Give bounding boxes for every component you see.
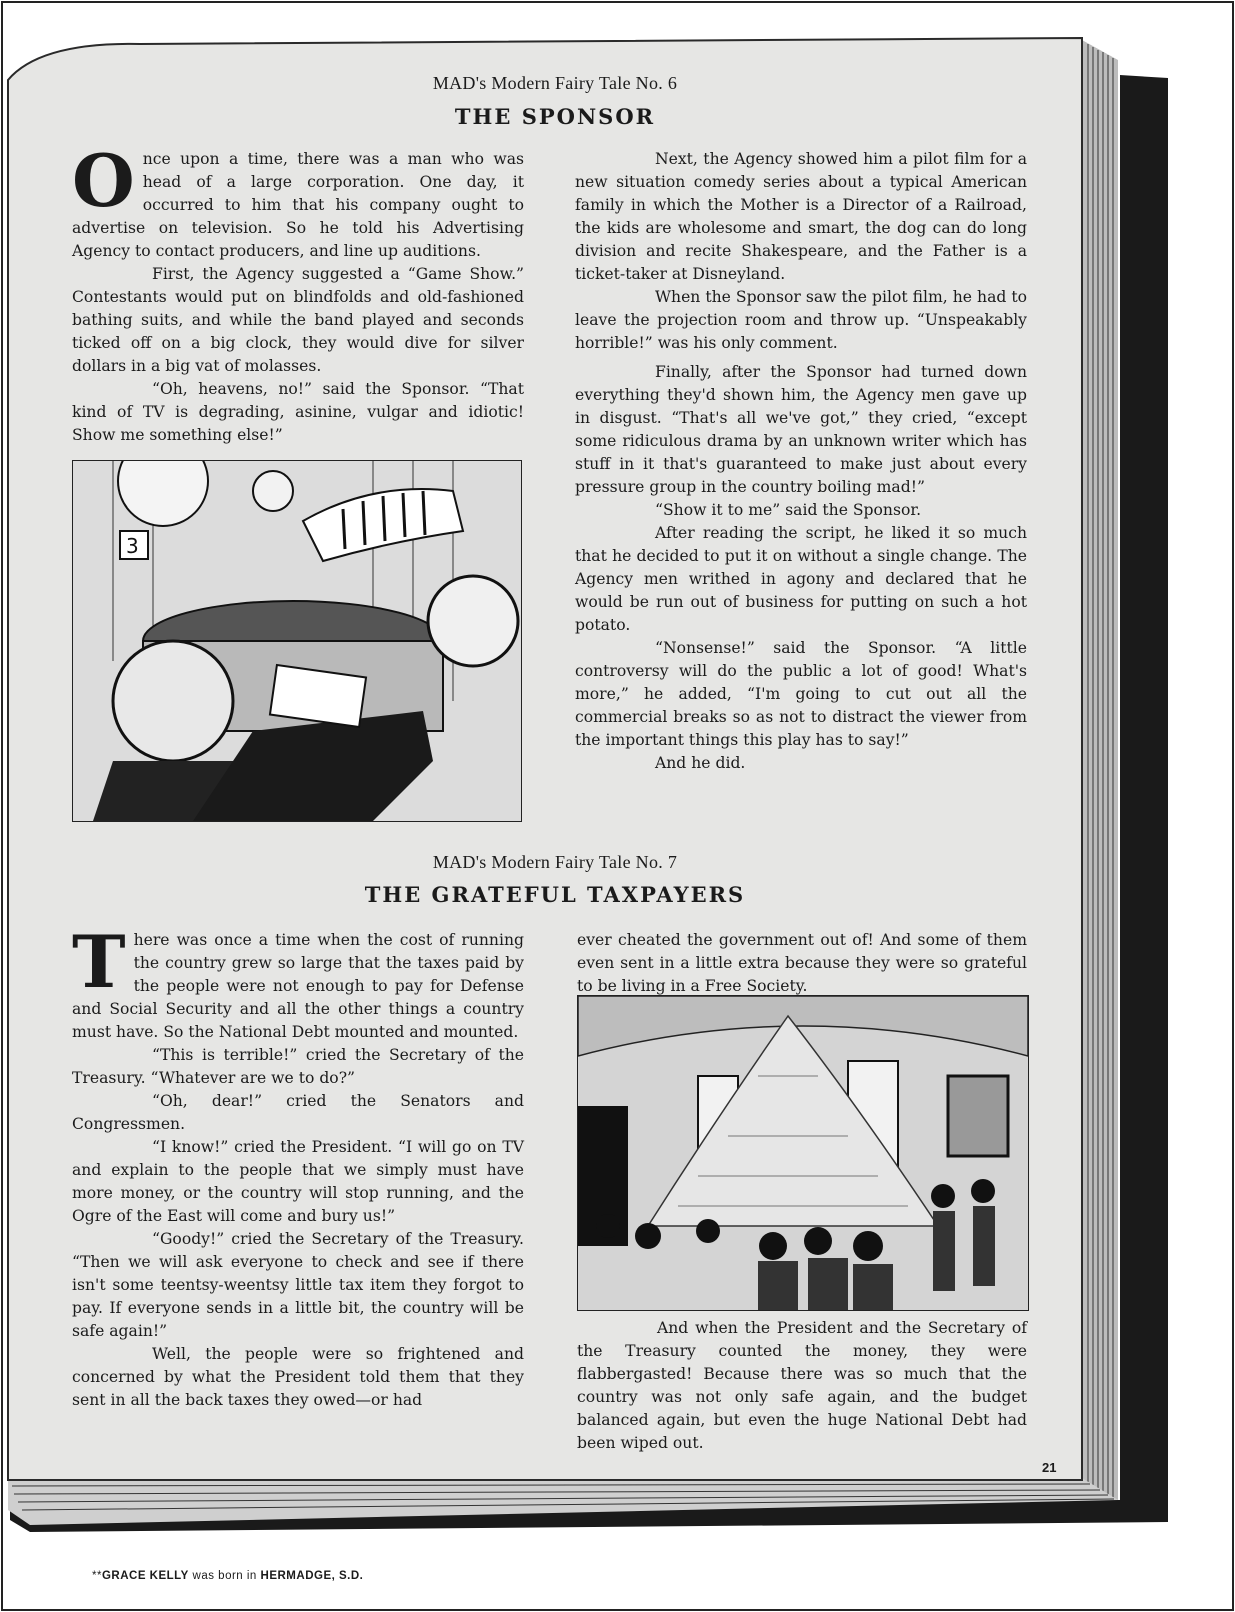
story1-paragraph: Finally, after the Sponsor had turned down everything they'd shown him, the Agency men gave up in disgust. “That's all we've got,” they cried, “except some ridiculous drama by an unknown writer which has stuff in it that's guaranteed to make just about every pressure group in the country boiling mad!” — [575, 363, 1027, 496]
story2-paragraph: “Goody!” cried the Secretary of the Treasury. “Then we will ask everyone to check and see if there isn't some teentsy-weentsy little tax item they forgot to pay. If everyone sends in a little bit, the country will be safe again!” — [72, 1230, 524, 1340]
footer-note: **GRACE KELLY was born in HERMADGE, S.D. — [92, 1570, 364, 1582]
sponsor-illustration — [72, 460, 522, 822]
story2-paragraph: Well, the people were so frightened and concerned by what the President told them that they sent in all the back taxes they owed—or had — [72, 1345, 524, 1409]
story1-paragraph: “Nonsense!” said the Sponsor. “A little controversy will do the public a lot of good! What's more,” he added, “I'm going to cut out all the commercial breaks so as not to distract the viewer from the important things this play has to say!” — [575, 639, 1027, 749]
story2-paragraph: And when the President and the Secretary of the Treasury counted the money, they were flabbergasted! Because there was so much that the country was not only safe again, and the budget balanced again, but even the huge National Debt had been wiped out. — [577, 1319, 1027, 1452]
story2-paragraph: “This is terrible!” cried the Secretary of the Treasury. “Whatever are we to do?” — [72, 1046, 524, 1087]
dropcap: O — [72, 138, 135, 223]
story1-paragraph: Once upon a time, there was a man who was head of a large corporation. One day, it occurred to him that his company ought to advertise on television. So he told his Advertising Agency to contact producers, and line up auditions. — [72, 138, 524, 260]
story1-paragraph: After reading the script, he liked it so much that he decided to put it on without a single change. The Agency men writhed in agony and declared that he would be run out of business for putting on such a hot potato. — [575, 524, 1027, 634]
story2-paragraph: There was once a time when the cost of running the country grew so large that the taxes paid by the people were not enough to pay for Defense and Social Security and all the other things a country must have. So the National Debt mounted and mounted. — [72, 919, 524, 1041]
taxpayers-illustration — [577, 995, 1029, 1311]
story1-paragraph: “Show it to me” said the Sponsor. — [655, 501, 922, 519]
dropcap: T — [72, 919, 126, 1004]
story2-paragraph: “Oh, dear!” cried the Senators and Congressmen. — [72, 1092, 524, 1133]
story1-left-column — [72, 138, 524, 447]
page-number: 21 — [1042, 1460, 1057, 1475]
story1-paragraph: Next, the Agency showed him a pilot film for a new situation comedy series about a typical American family in which the Mother is a Director of a Railroad, the kids are wholesome and smart, the dog can do long division and recite Shakespeare, and the Father is a ticket-taker at Disneyland. — [575, 150, 1027, 283]
story2-paragraph: ever cheated the government out of! And some of them even sent in a little extra because they were so grateful to be living in a Free Society. — [577, 931, 1027, 995]
story1-series: MAD's Modern Fairy Tale No. 6 — [432, 73, 678, 93]
story2-right-bottom — [577, 1317, 1027, 1455]
story2-right-top — [577, 929, 1027, 998]
story1-paragraph: When the Sponsor saw the pilot film, he had to leave the projection room and throw up. “Unspeakably horrible!” was his only comment. — [575, 288, 1027, 352]
story1-right-column — [575, 148, 1027, 775]
story2-title: THE GRATEFUL TAXPAYERS — [364, 882, 746, 907]
story1-paragraph: First, the Agency suggested a “Game Show.” Contestants would put on blindfolds and old-fashioned bathing suits, and while the band played and seconds ticked off on a big clock, they would dive for silver dollars in a big vat of molasses. — [72, 265, 524, 375]
story2-series: MAD's Modern Fairy Tale No. 7 — [432, 852, 678, 872]
story2-paragraph: “I know!” cried the President. “I will go on TV and explain to the people that we simply must have more money, or the country will stop running, and the Ogre of the East will come and bury us!” — [72, 1138, 524, 1225]
story1-paragraph: “Oh, heavens, no!” said the Sponsor. “That kind of TV is degrading, asinine, vulgar and idiotic! Show me something else!” — [72, 380, 524, 444]
story1-paragraph: And he did. — [655, 754, 746, 772]
clock-number: 3 — [126, 534, 139, 558]
story2-left-column — [72, 919, 524, 1412]
story1-title: THE SPONSOR — [454, 104, 656, 129]
